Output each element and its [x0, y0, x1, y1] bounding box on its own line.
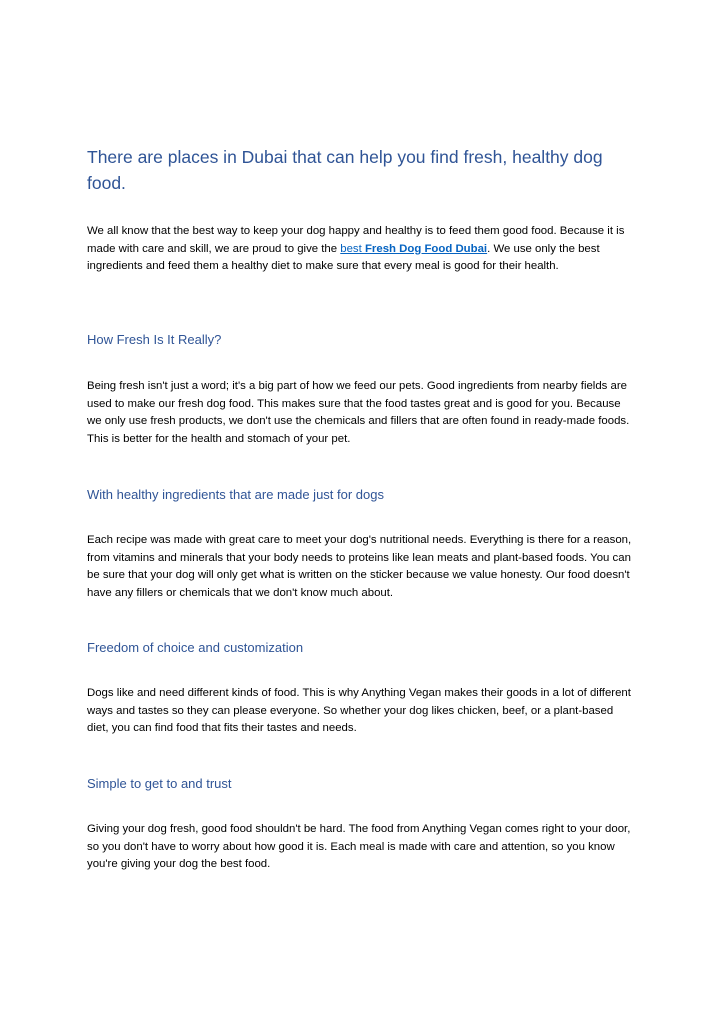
intro-paragraph [87, 223, 633, 276]
section-body-how-fresh: Being fresh isn't just a word; it's a big part of how we feed our pets. Good ingredients from nearby fields are used to make our fresh dog food. This makes sure that the food tastes great and is good for you. Because we only use fresh products, we don't use the chemicals and fillers that are often found in ready-made foods. This is better for the health and stomach of your pet. [87, 380, 630, 445]
section-body-simple-to-get: Giving your dog fresh, good food shouldn't be hard. The food from Anything Vegan comes right to your door, so you don't have to worry about how good it is. Each meal is made with care and attention, so you know you're giving your dog the best food. [87, 823, 631, 871]
fresh-dog-food-dubai-link[interactable] [340, 243, 487, 255]
link-plain-text: best [340, 242, 365, 255]
intro-text-before-link: We all know that the best way to keep your dog happy and healthy is to feed them good food. Because it is made with care and skill, we are proud to give the [87, 225, 625, 255]
section-heading-freedom-of-choice: Freedom of choice and customization [87, 640, 304, 655]
section-body-healthy-ingredients: Each recipe was made with great care to meet your dog's nutritional needs. Everything is there for a reason, from vitamins and minerals that your body needs to proteins like lean meats and plant-based foods. You can be sure that your dog will only get what is written on the sticker because we value honesty. Our food doesn't have any fillers or chemicals that we don't know much about. [87, 534, 632, 599]
intro-text-after-link: . We use only the best ingredients and feed them a healthy diet to make sure that every meal is good for their health. [87, 242, 600, 273]
section-heading-healthy-ingredients: With healthy ingredients that are made just for dogs [87, 487, 384, 502]
section-heading-simple-to-get: Simple to get to and trust [87, 776, 232, 791]
section-heading-how-fresh: How Fresh Is It Really? [87, 332, 222, 347]
link-bold-text: Fresh Dog Food Dubai [364, 242, 488, 255]
document-title: There are places in Dubai that can help you find fresh, healthy dog food. [87, 147, 603, 193]
section-body-freedom-of-choice: Dogs like and need different kinds of food. This is why Anything Vegan makes their goods in a lot of different ways and tastes so they can please everyone. So whether your dog likes chicken, beef, or a plant-based diet, you can find food that fits their tastes and needs. [87, 687, 631, 735]
